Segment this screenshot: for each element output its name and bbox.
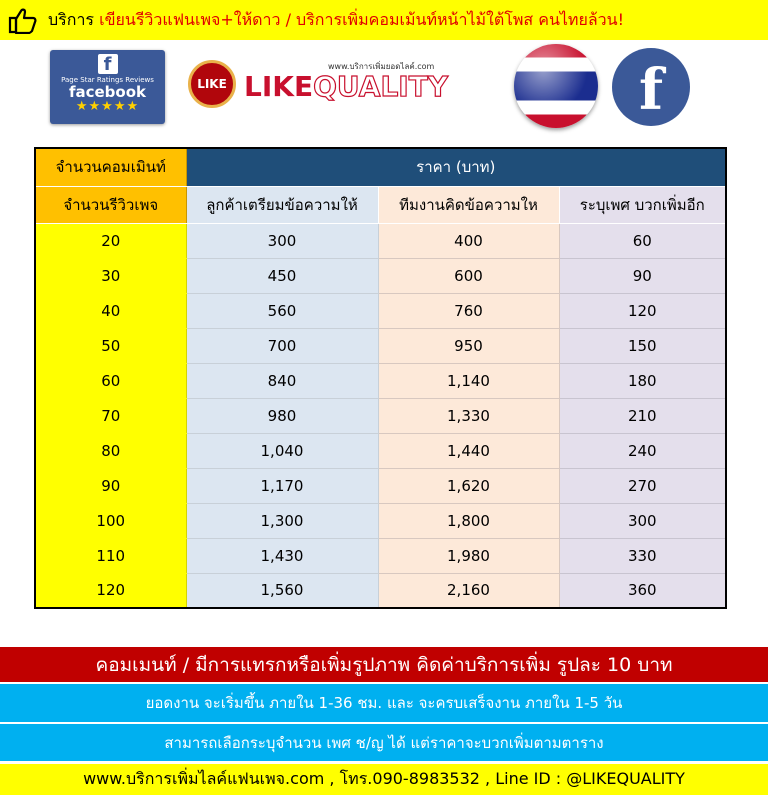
gender-price-cell: 330 [559,538,726,573]
count-cell: 30 [35,258,186,293]
price-table [34,147,727,609]
gender-price-cell: 210 [559,398,726,433]
facebook-circle-icon: f [612,48,690,126]
gender-price-cell: 240 [559,433,726,468]
team-price-cell: 1,980 [378,538,559,573]
team-price-cell: 950 [378,328,559,363]
gender-price-cell: 90 [559,258,726,293]
delivery-time-banner: ยอดงาน จะเริ่มขึ้น ภายใน 1-36 ชม. และ จะครบเสร็จงาน ภายใน 1-5 วัน [0,684,768,722]
table-row [35,398,726,433]
team-price-cell: 1,140 [378,363,559,398]
team-price-cell: 1,620 [378,468,559,503]
facebook-reviews-badge [50,50,165,124]
team-price-cell: 400 [378,223,559,258]
gender-price-cell: 60 [559,223,726,258]
table-row [35,293,726,328]
team-price-cell: 760 [378,293,559,328]
count-cell: 120 [35,573,186,608]
likequality-wordmark [244,70,448,103]
wordmark-quality: QUALITY [313,70,449,103]
customer-price-cell: 450 [186,258,378,293]
customer-price-cell: 560 [186,293,378,328]
top-banner [0,0,768,40]
badge-small-text: Page Star Ratings Reviews [61,76,154,84]
count-header-line1: จำนวนคอมเมินท์ [35,148,186,186]
customer-text-header: ลูกค้าเตรียมข้อความให้ [186,186,378,223]
gender-addon-header: ระบุเพศ บวกเพิ่มอีก [559,186,726,223]
count-cell: 70 [35,398,186,433]
star-rating-icon: ★★★★★ [75,99,140,114]
customer-price-cell: 1,560 [186,573,378,608]
gender-price-cell: 120 [559,293,726,328]
count-cell: 80 [35,433,186,468]
table-row [35,328,726,363]
wordmark-like: LIKE [244,70,314,103]
team-price-cell: 1,800 [378,503,559,538]
table-row [35,363,726,398]
count-header-line2: จำนวนรีวิวเพจ [35,186,186,223]
table-row [35,468,726,503]
table-row [35,258,726,293]
count-cell: 110 [35,538,186,573]
team-text-header: ทีมงานคิดข้อความให [378,186,559,223]
team-price-cell: 2,160 [378,573,559,608]
team-price-cell: 600 [378,258,559,293]
table-row [35,573,726,608]
top-banner-prefix: บริการ [48,9,95,29]
top-banner-highlight: เขียนรีวิวแฟนเพจ+ให้ดาว / บริการเพิ่มคอมเม้นท์หน้าไม้ใต้โพส คนไทยล้วน! [99,9,624,29]
top-banner-text [48,8,624,33]
customer-price-cell: 300 [186,223,378,258]
count-cell: 60 [35,363,186,398]
customer-price-cell: 1,300 [186,503,378,538]
logo-row [0,44,768,134]
gender-price-cell: 270 [559,468,726,503]
gender-price-cell: 300 [559,503,726,538]
team-price-cell: 1,440 [378,433,559,468]
badge-brand-text: facebook [68,83,147,101]
gender-price-cell: 180 [559,363,726,398]
contact-banner: www.บริการเพิ่มไลค์แฟนเพจ.com , โทร.090-8983532 , Line ID : @LIKEQUALITY [0,764,768,795]
thumbs-up-icon [8,6,38,34]
customer-price-cell: 1,430 [186,538,378,573]
table-row [35,538,726,573]
like-seal-icon: LIKE [188,60,236,108]
table-row [35,503,726,538]
count-cell: 100 [35,503,186,538]
gender-option-banner: สามารถเลือกระบุจำนวน เพศ ช/ญ ได้ แต่ราคาจะบวกเพิ่มตามตาราง [0,724,768,761]
gender-price-cell: 150 [559,328,726,363]
table-row [35,223,726,258]
count-cell: 50 [35,328,186,363]
customer-price-cell: 1,040 [186,433,378,468]
thai-flag-icon [514,44,598,128]
table-row [35,433,726,468]
customer-price-cell: 840 [186,363,378,398]
gender-price-cell: 360 [559,573,726,608]
count-cell: 40 [35,293,186,328]
customer-price-cell: 980 [186,398,378,433]
team-price-cell: 1,330 [378,398,559,433]
price-header: ราคา (บาท) [186,148,726,186]
facebook-f-icon: f [98,54,118,74]
image-surcharge-banner: คอมเมนท์ / มีการแทรกหรือเพิ่มรูปภาพ คิดค่าบริการเพิ่ม รูปละ 10 บาท [0,647,768,682]
customer-price-cell: 700 [186,328,378,363]
count-cell: 20 [35,223,186,258]
likequality-url: www.บริการเพิ่มยอดไลค์.com [328,62,435,71]
likequality-logo [188,58,478,118]
customer-price-cell: 1,170 [186,468,378,503]
count-cell: 90 [35,468,186,503]
